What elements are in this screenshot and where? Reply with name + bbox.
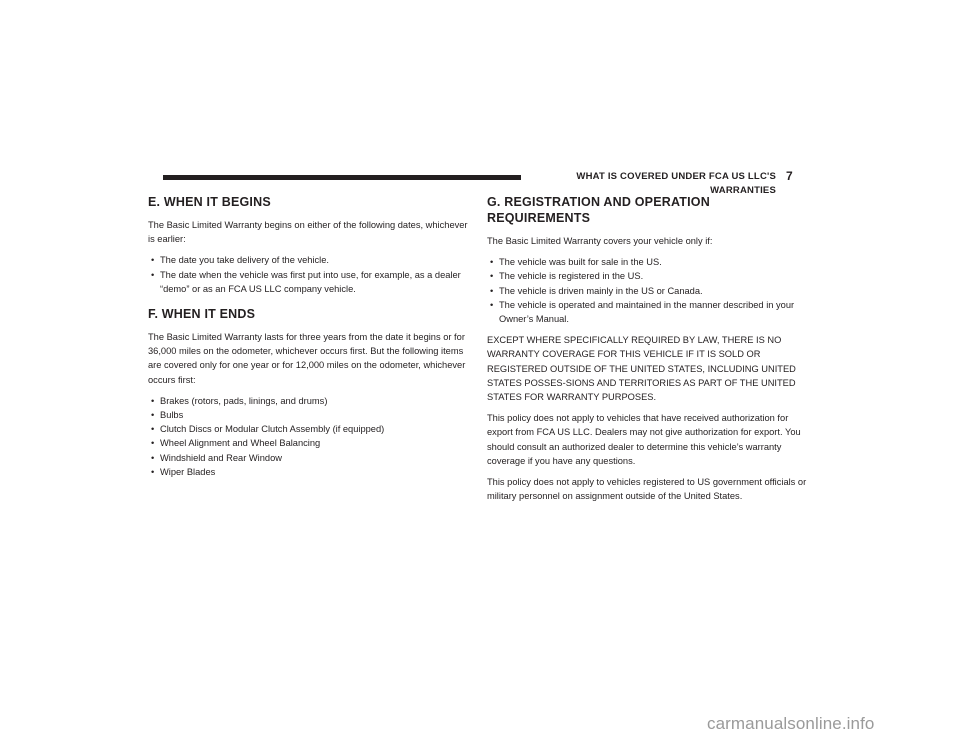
- list-item: • The vehicle is registered in the US.: [487, 269, 810, 283]
- section-g-list: [487, 255, 810, 326]
- list-item: • Wiper Blades: [148, 465, 473, 479]
- list-item: • The vehicle is driven mainly in the US or Canada.: [487, 284, 810, 298]
- government-personnel-paragraph: This policy does not apply to vehicles registered to US government officials or military personnel on assignment outside of the United States.: [487, 477, 807, 502]
- section-f-intro: The Basic Limited Warranty lasts for three years from the date it begins or for 36,000 miles on the odometer, whichever occurs first. But the following items are covered only for one year or for 12,000 miles on the odometer, whichever occurs first:: [148, 332, 466, 385]
- section-f-list: [148, 394, 473, 479]
- section-g-intro: The Basic Limited Warranty covers your vehicle only if:: [487, 236, 713, 246]
- list-item: • The date you take delivery of the vehicle.: [148, 253, 473, 267]
- list-item: • Windshield and Rear Window: [148, 451, 473, 465]
- list-item: • The date when the vehicle was first put into use, for example, as a dealer “demo” or as an FCA US LLC company vehicle.: [148, 268, 473, 296]
- section-g-heading: G. REGISTRATION AND OPERATION REQUIREMENTS: [487, 195, 710, 225]
- left-column: [148, 194, 473, 486]
- list-item: • The vehicle is operated and maintained in the manner described in your Owner’s Manual.: [487, 298, 810, 326]
- export-disclaimer: EXCEPT WHERE SPECIFICALLY REQUIRED BY LAW, THERE IS NO WARRANTY COVERAGE FOR THIS VEHICLE IF IT IS SOLD OR REGISTERED OUTSIDE OF THE UNITED STATES, INCLUDING UNITED STATES POSSES-SIONS AND TERRITORIES AS PART OF THE UNITED STATES FOR WARRANTY PURPOSES.: [487, 335, 796, 403]
- section-e-list: [148, 253, 473, 296]
- list-item: • Brakes (rotors, pads, linings, and drums): [148, 394, 473, 408]
- page-number: 7: [786, 169, 793, 183]
- header-rule: [163, 175, 521, 180]
- list-item: • Bulbs: [148, 408, 473, 422]
- list-item: • Clutch Discs or Modular Clutch Assembly (if equipped): [148, 422, 473, 436]
- export-authorization-paragraph: This policy does not apply to vehicles that have received authorization for export from FCA US LLC. Dealers may not give authorization for export. You should consult an authorized dealer to determine this vehicle’s warranty coverage if you have any questions.: [487, 413, 801, 466]
- list-item: • Wheel Alignment and Wheel Balancing: [148, 436, 473, 450]
- watermark: carmanualsonline.info: [707, 714, 875, 733]
- section-e-heading: E. WHEN IT BEGINS: [148, 195, 271, 209]
- section-f-heading: F. WHEN IT ENDS: [148, 307, 256, 322]
- right-column: [487, 194, 810, 510]
- list-item: • The vehicle was built for sale in the US.: [487, 255, 810, 269]
- section-e-intro: The Basic Limited Warranty begins on either of the following dates, whichever is earlier:: [148, 220, 468, 245]
- running-header-title: WHAT IS COVERED UNDER FCA US LLC'S WARRANTIES: [576, 171, 776, 196]
